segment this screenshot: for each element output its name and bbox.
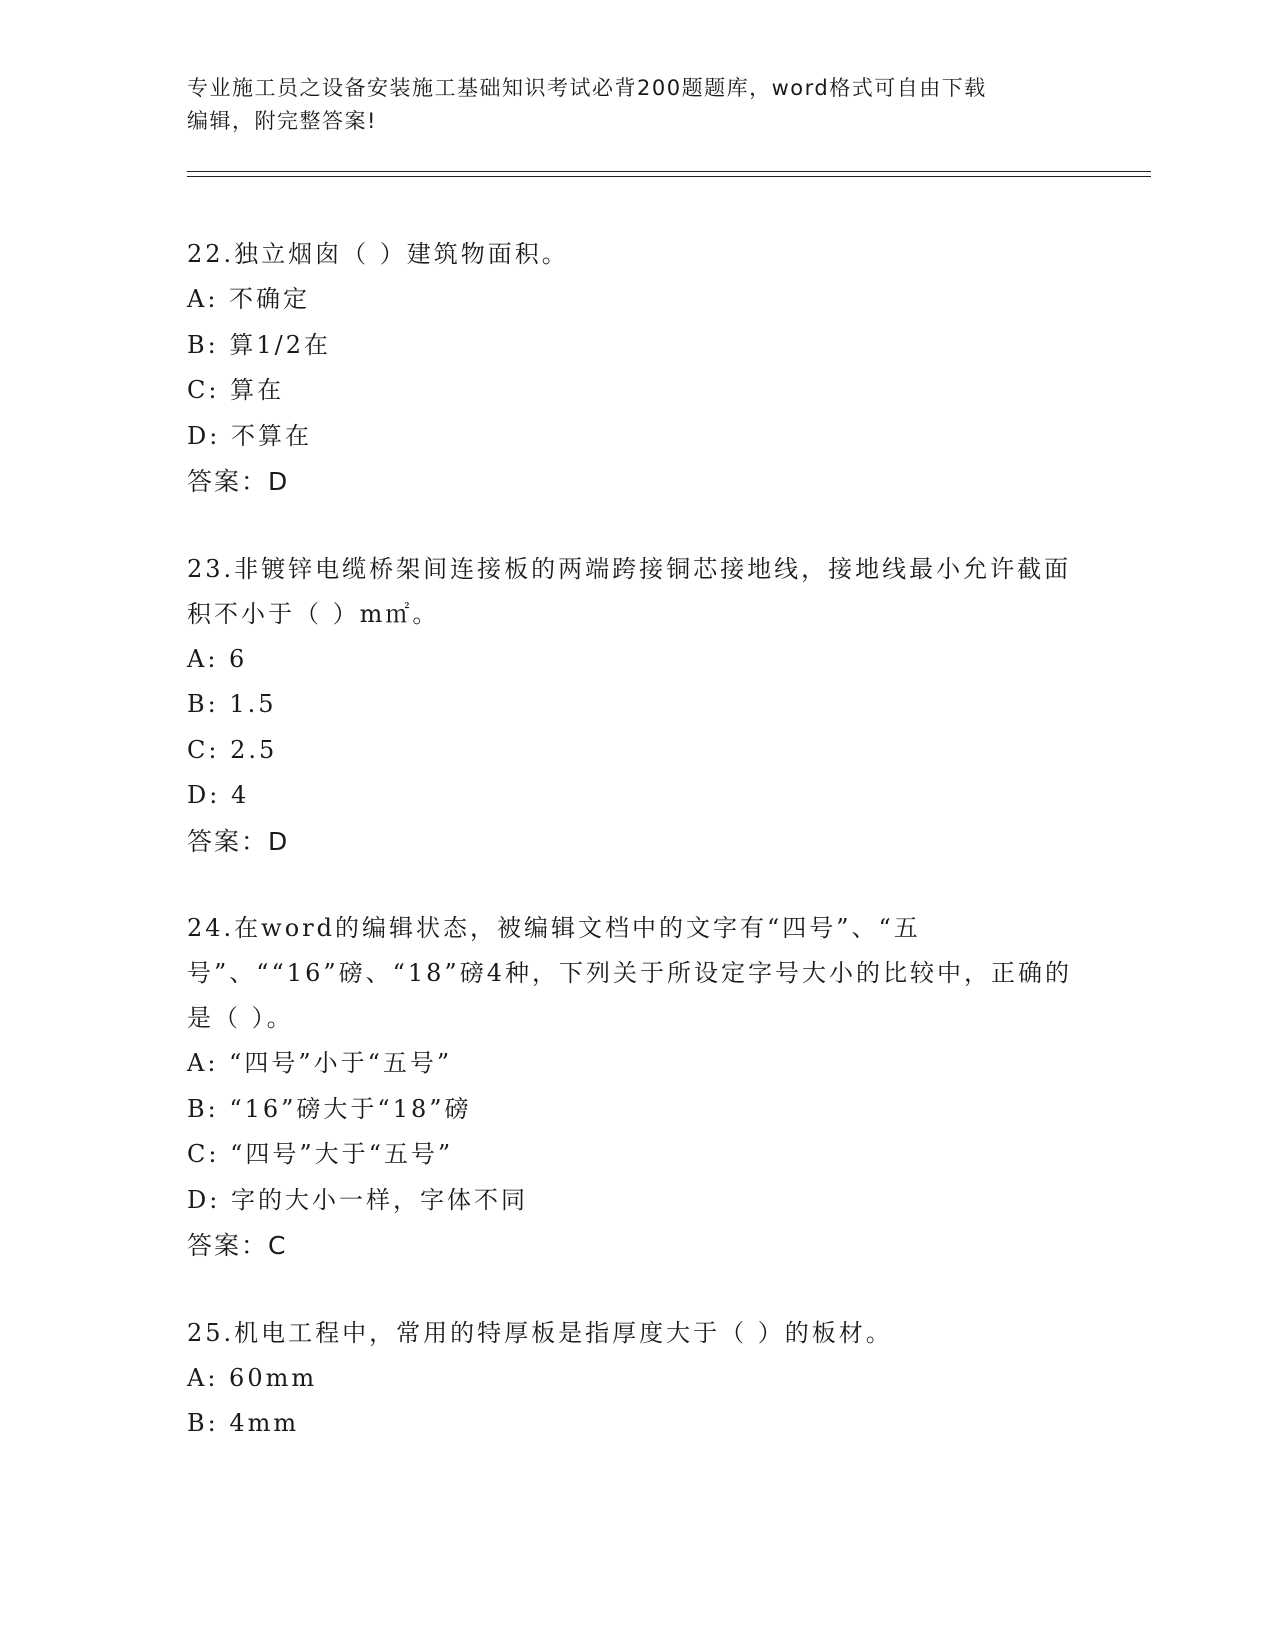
option-d: D: 4 <box>187 781 250 809</box>
option-b: B: 1.5 <box>187 690 277 718</box>
answer-line <box>187 1223 1087 1269</box>
question-text: 25.机电工程中，常用的特厚板是指厚度大于（ ）的板材。 <box>187 1318 893 1347</box>
option-a: A: 6 <box>187 644 248 673</box>
option-b: B: “16”磅大于“18”磅 <box>187 1094 472 1123</box>
option-d: D: 不算在 <box>187 421 312 450</box>
option-c: C: “四号”大于“五号” <box>187 1140 454 1168</box>
answer-label: 答案： <box>187 467 269 496</box>
option-c: C: 2.5 <box>187 735 278 764</box>
answer-line <box>187 819 1087 865</box>
question-list <box>187 232 1087 1489</box>
answer-value: D <box>268 467 289 496</box>
answer-label: 答案： <box>187 1231 269 1260</box>
option-b: B: 4mm <box>187 1409 300 1437</box>
question-25 <box>187 1311 1087 1447</box>
answer-value: C <box>268 1231 287 1260</box>
question-text: 24.在word的编辑状态，被编辑文档中的文字有“四号”、“五号”、““16”磅、“18”磅4种，下列关于所设定字号大小的比较中，正确的是（ ）。 <box>187 914 1072 1032</box>
question-23 <box>187 547 1087 865</box>
answer-label: 答案： <box>187 826 269 856</box>
option-a: A: “四号”小于“五号” <box>187 1049 453 1077</box>
option-a: A: 60mm <box>187 1363 318 1392</box>
option-b: B: 算1/2在 <box>187 330 331 359</box>
header-title-line-1: 专业施工员之设备安装施工基础知识考试必背200题题库，word格式可自由下载 <box>187 76 987 100</box>
header-divider-bottom <box>187 176 1151 177</box>
question-24 <box>187 906 1087 1269</box>
header-title-line-2: 编辑，附完整答案! <box>187 109 377 133</box>
option-a: A: 不确定 <box>187 285 311 313</box>
option-d: D: 字的大小一样，字体不同 <box>187 1185 528 1214</box>
answer-value: D <box>268 826 289 856</box>
question-22 <box>187 232 1087 505</box>
header-divider-top <box>187 171 1151 172</box>
question-text: 22.独立烟囱（ ）建筑物面积。 <box>187 240 569 268</box>
answer-line <box>187 459 1087 505</box>
document-header <box>187 72 1067 138</box>
option-c: C: 算在 <box>187 376 285 404</box>
question-text: 23.非镀锌电缆桥架间连接板的两端跨接铜芯接地线，接地线最小允许截面积不小于（ ）m㎡。 <box>187 554 1072 628</box>
